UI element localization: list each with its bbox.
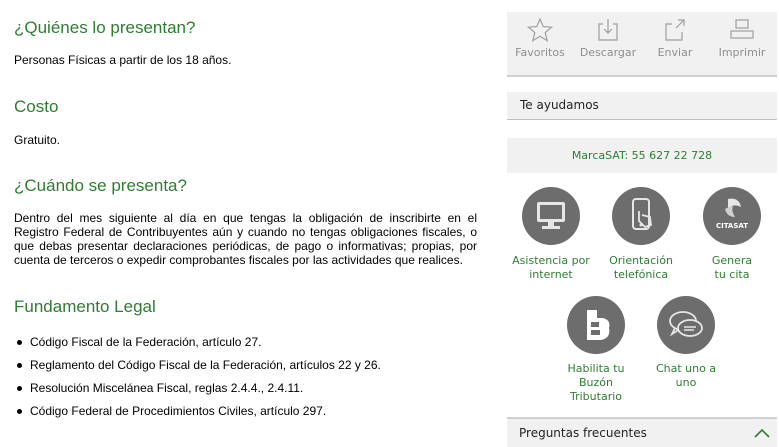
star-icon [527, 18, 553, 42]
buzon-tributario-button[interactable] [567, 296, 625, 354]
genera-cita-label[interactable] [690, 254, 774, 282]
orientacion-telefonica-label[interactable] [599, 254, 683, 282]
descargar-button[interactable] [575, 18, 641, 59]
share-icon [662, 18, 688, 42]
faq-title: Preguntas frecuentes [519, 426, 647, 440]
who-text: Personas Físicas a partir de los 18 años. [14, 53, 232, 67]
asistencia-line1: Asistencia por [512, 254, 590, 267]
marcasat-phone[interactable]: MarcaSAT: 55 627 22 728 [507, 138, 777, 173]
action-toolbar [507, 12, 777, 77]
chat-line2: uno [675, 376, 697, 389]
cost-heading: Costo [14, 97, 59, 116]
chat-icon [657, 296, 715, 354]
chevron-up-icon[interactable] [753, 427, 771, 439]
legal-item: Resolución Miscelánea Fiscal, reglas 2.4.4., 2.4.11. [14, 381, 381, 404]
phone-icon [612, 187, 670, 245]
genera-line1: Genera [711, 254, 753, 267]
legal-item: Código Federal de Procedimientos Civiles, artículo 297. [14, 404, 381, 427]
legal-item: Reglamento del Código Fiscal de la Federación, artículos 22 y 26. [14, 358, 381, 381]
orientacion-line2: telefónica [613, 268, 669, 281]
genera-cita-button[interactable] [703, 187, 761, 245]
legal-item: Código Fiscal de la Federación, artículo 27. [14, 335, 381, 358]
when-heading: ¿Cuándo se presenta? [14, 176, 187, 195]
asistencia-internet-label[interactable] [509, 254, 593, 282]
orientacion-telefonica-button[interactable] [612, 187, 670, 245]
computer-icon [522, 187, 580, 245]
who-heading: ¿Quiénes lo presentan? [14, 18, 196, 37]
faq-header[interactable] [507, 417, 777, 447]
chat-line1: Chat uno a [655, 362, 717, 375]
citasat-icon [703, 187, 761, 245]
descargar-label: Descargar [579, 46, 637, 59]
printer-icon [729, 18, 755, 42]
asistencia-line2: internet [529, 268, 573, 281]
orientacion-line1: Orientación [609, 254, 673, 267]
download-icon [595, 18, 621, 42]
enviar-button[interactable] [642, 18, 708, 59]
favoritos-button[interactable] [507, 18, 573, 59]
buzon-tributario-label[interactable] [554, 362, 638, 404]
legal-heading: Fundamento Legal [14, 297, 156, 316]
asistencia-internet-button[interactable] [522, 187, 580, 245]
chat-button[interactable] [657, 296, 715, 354]
imprimir-label: Imprimir [718, 46, 766, 59]
cost-text: Gratuito. [14, 133, 61, 147]
genera-line2: tu cita [714, 268, 750, 281]
buzon-icon [567, 296, 625, 354]
legal-list [14, 335, 381, 427]
imprimir-button[interactable] [709, 18, 775, 59]
enviar-label: Enviar [657, 46, 693, 59]
favoritos-label: Favoritos [515, 46, 565, 59]
buzon-line1: Habilita tu [567, 362, 625, 375]
help-title: Te ayudamos [520, 98, 599, 112]
buzon-line2: Buzón Tributario [570, 376, 622, 403]
help-header [507, 92, 777, 120]
svg-text:CITASAT: CITASAT [715, 222, 749, 230]
when-text: Dentro del mes siguiente al día en que tengas la obligación de inscribirte en el Registro Federal de Contribuyentes aún y cuando no tengas obligaciones fiscales, o que debas presentar declaraciones periódicas, de pago o informativas; propias, por cuenta de terceros o expedir comprobantes fiscales por las actividades que realices. [14, 211, 477, 267]
chat-label[interactable] [644, 362, 728, 390]
